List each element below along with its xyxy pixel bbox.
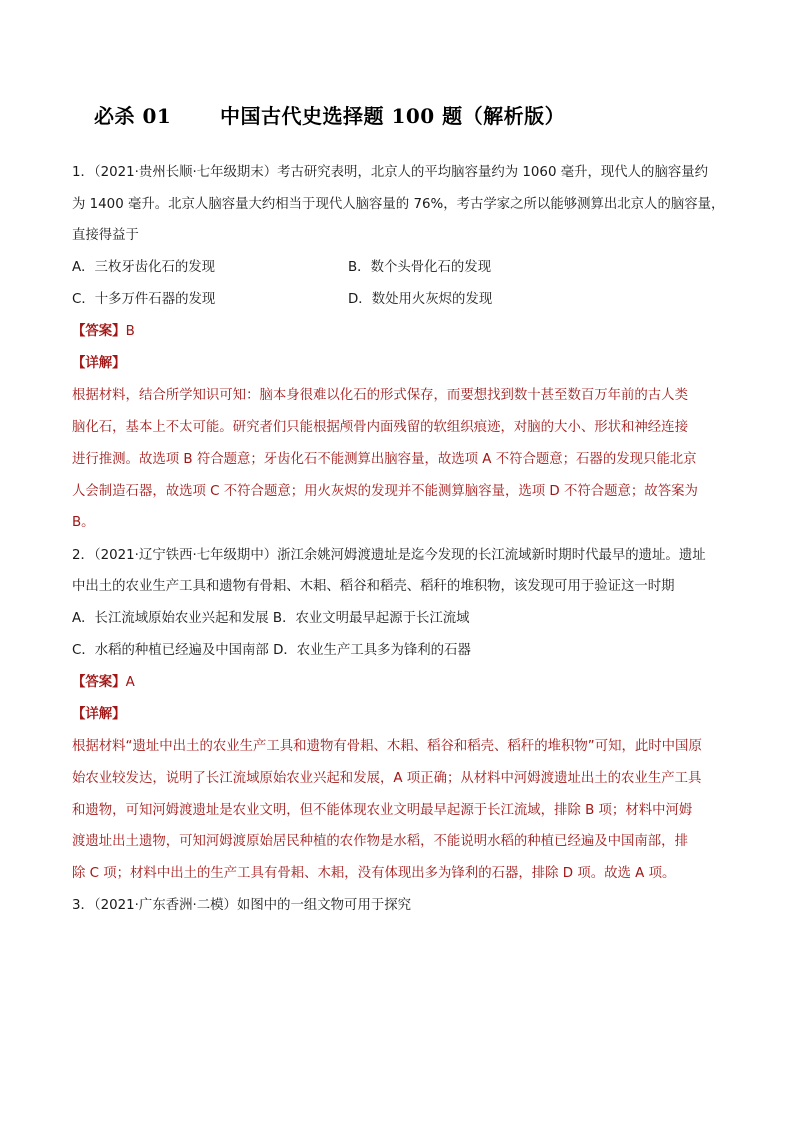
q2-answer xyxy=(72,674,724,692)
q1-answer xyxy=(72,323,724,341)
q1-option-c: C．十多万件石器的发现 xyxy=(72,292,216,307)
q1-option-d: D．数处用火灰烬的发现 xyxy=(348,292,493,307)
q2-answer-label: 【答案】 xyxy=(72,675,126,690)
q1-detail-label: 【详解】 xyxy=(72,356,126,371)
q2-answer-value: A xyxy=(125,675,135,690)
title-main: 中国古代史选择题 100 题（解析版） xyxy=(220,104,566,128)
q1-stem-line-1: 1．（2021·贵州长顺·七年级期末）考古研究表明，北京人的平均脑容量约为 1060 毫升，现代人的脑容量约 xyxy=(72,165,709,180)
q1-detail-line-5: B。 xyxy=(72,515,95,530)
page-title xyxy=(94,100,565,129)
q3-stem-line-1: 3．（2021·广东香洲·二模）如图中的一组文物可用于探究 xyxy=(72,898,412,913)
q1-stem-line-2: 为 1400 毫升。北京人脑容量大约相当于现代人脑容量的 76%，考古学家之所以能够测算出北京人的脑容量， xyxy=(72,197,725,212)
q2-detail-line-2: 始农业较发达，说明了长江流域原始农业兴起和发展，A 项正确；从材料中河姆渡遗址出土的农业生产工具 xyxy=(72,771,702,786)
q1-answer-label: 【答案】 xyxy=(72,324,126,339)
q2-options-ab: A．长江流域原始农业兴起和发展 B．农业文明最早起源于长江流域 xyxy=(72,611,470,626)
q1-stem-line-3: 直接得益于 xyxy=(72,228,139,243)
q1-detail-line-1: 根据材料，结合所学知识可知：脑本身很难以化石的形式保存，而要想找到数十甚至数百万年前的古人类 xyxy=(72,388,688,403)
q1-option-a: A．三枚牙齿化石的发现 xyxy=(72,260,216,275)
q2-detail-line-3: 和遗物，可知河姆渡遗址是农业文明，但不能体现农业文明最早起源于长江流域，排除 B 项；材料中河姆 xyxy=(72,803,693,818)
q2-stem-line-1: 2．（2021·辽宁铁西·七年级期中）浙江余姚河姆渡遗址是迄今发现的长江流域新时期时代最早的遗址。遗址 xyxy=(72,548,706,563)
q1-option-b: B．数个头骨化石的发现 xyxy=(348,260,492,275)
title-prefix: 必杀 01 xyxy=(94,104,172,128)
q2-detail-line-4: 渡遗址出土遗物，可知河姆渡原始居民种植的农作物是水稻，不能说明水稻的种植已经遍及中国南部，排 xyxy=(72,834,688,849)
q2-detail-label: 【详解】 xyxy=(72,707,126,722)
q1-answer-value: B xyxy=(125,324,135,339)
q1-detail-line-3: 进行推测。故选项 B 符合题意；牙齿化石不能测算出脑容量，故选项 A 不符合题意；石器的发现只能北京 xyxy=(72,452,697,467)
q2-detail-line-5: 除 C 项；材料中出土的生产工具有骨耜、木耜，没有体现出多为锋利的石器，排除 D 项。故选 A 项。 xyxy=(72,866,676,881)
q2-stem-line-2: 中出土的农业生产工具和遗物有骨耜、木耜、稻谷和稻壳、稻秆的堆积物，该发现可用于验证这一时期 xyxy=(72,579,675,594)
q1-detail-line-4: 人会制造石器，故选项 C 不符合题意；用火灰烬的发现并不能测算脑容量，选项 D 不符合题意；故答案为 xyxy=(72,484,698,499)
q2-detail-line-1: 根据材料“遗址中出土的农业生产工具和遗物有骨耜、木耜、稻谷和稻壳、稻秆的堆积物”可知，此时中国原 xyxy=(72,739,702,754)
q2-options-cd: C．水稻的种植已经遍及中国南部 D．农业生产工具多为锋利的石器 xyxy=(72,643,471,658)
q1-detail-line-2: 脑化石，基本上不太可能。研究者们只能根据颅骨内面残留的软组织痕迹，对脑的大小、形状和神经连接 xyxy=(72,420,688,435)
